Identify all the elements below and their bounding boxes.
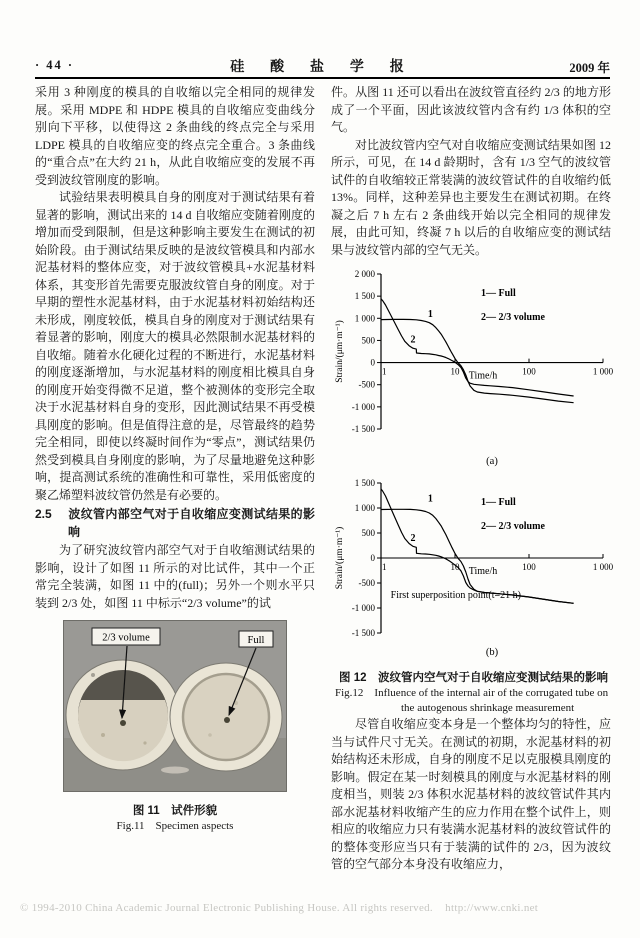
figure-12-caption-en-1: Fig.12 Influence of the internal air of the corrugated tube on — [335, 687, 609, 699]
svg-text:1— Full: 1— Full — [481, 496, 516, 508]
copyright-footer: © 1994-2010 China Academic Journal Electronic Publishing House. All rights reserved. http://www.cnki.net — [20, 902, 539, 914]
series-2-3-volume — [381, 489, 574, 603]
label-full-text: Full — [247, 635, 265, 646]
svg-text:1: 1 — [427, 493, 433, 504]
svg-text:0: 0 — [370, 552, 375, 563]
left-column — [35, 84, 315, 874]
label-two-thirds-text: 2/3 volume — [102, 632, 150, 644]
paragraph: 采用 3 种刚度的模具的自收缩以完全相同的规律发展。采用 MDPE 和 HDPE 模具的自收缩应变曲线分别向下平移，以使得这 2 条曲线的终点完全与采用 LDPE 模具的自收缩应变的终点完全重合。3 条曲线的“重合点”在大约 21 h，从此自收缩应变的发展不再受到波纹管刚度的影响。 — [35, 85, 315, 187]
label-two-thirds-volume — [92, 628, 160, 645]
issue-year: 2009 年 — [569, 61, 610, 75]
svg-text:2: 2 — [410, 334, 416, 346]
figure-11-caption — [35, 804, 315, 834]
paragraph: 试验结果表明模具自身的刚度对于测试结果有着显著的影响，测试出来的 14 d 自收缩应变随着刚度的增加而受到限制，但是这种影响主要发生在测试的初始阶段。由于测试结果反映的是波纹管模具和内部水泥基材料的整体应变，对于波纹管模具+水泥基材料体系，其变形首先需要克服波纹管自身的刚度。对于早期的塑性水泥基材料，由于水泥基材料初始结构还未形成，刚度较低，模具自身的刚度对于测试结果有着显著的影响，刚度大的模具必然限制水泥基材料的自收缩。随着水化硬化过程的不断进行，水泥基材料的刚度逐渐增加，与水泥基材料的刚度相比模具自身的刚度开始变得微不足道，整个被测体的变形完全取决于水泥基材料自身的变形，因此测试结果不再受模具刚度的影响。但是值得注意的是，尽管最终的趋势完全相同，即使以终凝时间作为“零点”，测试结果仍然受到模具自身刚度的影响，为了尽量地避免这种影响，提高测试系统的准确性和可靠性，采用低密度的聚乙烯塑料波纹管仍然是有必要的。 — [35, 190, 315, 502]
specimen-full — [170, 663, 282, 771]
svg-text:100: 100 — [522, 366, 536, 377]
svg-text:-500: -500 — [358, 379, 375, 390]
chart-b — [331, 475, 616, 666]
svg-text:-500: -500 — [358, 577, 375, 588]
svg-text:500: 500 — [361, 527, 375, 538]
specimen-photo-svg — [63, 620, 287, 792]
svg-text:First superposition point(t=21: First superposition point(t=21 h) — [390, 589, 522, 601]
figure-12-caption-en-2: the autogenous shrinkage measurement — [401, 702, 575, 714]
svg-text:-1 000: -1 000 — [351, 602, 375, 613]
specimen-photo — [63, 620, 287, 798]
two-column-body — [35, 84, 612, 874]
section-title: 波纹管内部空气对于自收缩应变测试结果的影响 — [68, 507, 315, 539]
journal-title: 硅 酸 盐 学 报 — [230, 58, 415, 74]
svg-text:1 000: 1 000 — [592, 366, 614, 377]
svg-text:1 000: 1 000 — [592, 561, 614, 572]
right-column — [331, 84, 614, 874]
svg-text:1: 1 — [382, 561, 387, 572]
section-heading-2-5 — [35, 506, 315, 541]
svg-text:0: 0 — [370, 357, 375, 368]
chart-a — [331, 264, 616, 475]
svg-text:1: 1 — [382, 366, 387, 377]
svg-text:1 000: 1 000 — [354, 502, 375, 513]
svg-text:Time/h: Time/h — [468, 565, 498, 577]
svg-text:2— 2/3 volume: 2— 2/3 volume — [481, 312, 545, 323]
figure-12-caption — [331, 671, 616, 716]
paragraph: 为了研究波纹管内部空气对于自收缩测试结果的影响，设计了如图 11 所示的对比试件，其中一个正常完全装满，如图 11 中的(full)；另外一个则水平只装到 2/3 处，如图 11 中标示“2/3 volume”的试 — [35, 543, 315, 610]
figure-12 — [331, 264, 616, 716]
svg-text:1 500: 1 500 — [354, 477, 375, 488]
series-Full — [381, 319, 574, 402]
svg-text:2— 2/3 volume: 2— 2/3 volume — [481, 520, 545, 532]
page-header — [35, 56, 610, 76]
svg-text:Time/h: Time/h — [468, 370, 498, 382]
svg-text:100: 100 — [522, 561, 536, 572]
svg-text:1: 1 — [427, 308, 433, 320]
svg-text:1 500: 1 500 — [354, 291, 375, 302]
svg-text:2 000: 2 000 — [354, 269, 375, 279]
label-full — [239, 631, 273, 647]
svg-text:(b): (b) — [485, 646, 499, 658]
page-number: · 44 · — [35, 58, 75, 72]
svg-text:Strain/(μm·m⁻¹): Strain/(μm·m⁻¹) — [335, 320, 345, 383]
paragraph: 件。从图 11 还可以看出在波纹管直径约 2/3 的地方形成了一个平面，因此该波纹管内含有约 1/3 体积的空气。 — [331, 85, 611, 134]
chart-svg-b — [331, 475, 616, 660]
svg-text:-1 000: -1 000 — [351, 401, 375, 412]
svg-text:(a): (a) — [486, 456, 498, 467]
svg-text:-1 500: -1 500 — [351, 424, 375, 434]
figure-11 — [35, 620, 315, 834]
center-hole-right — [224, 717, 230, 723]
section-number: 2.5 — [35, 507, 52, 521]
svg-text:10: 10 — [450, 366, 460, 377]
svg-text:Strain/(μm·m⁻¹): Strain/(μm·m⁻¹) — [335, 526, 345, 589]
svg-text:500: 500 — [361, 335, 375, 346]
figure-11-caption-en: Fig.11 Specimen aspects — [116, 819, 234, 832]
svg-text:-1 500: -1 500 — [351, 627, 375, 638]
svg-text:1— Full: 1— Full — [481, 288, 516, 299]
svg-text:1 000: 1 000 — [354, 313, 375, 324]
chart-svg-a — [331, 264, 616, 469]
figure-12-caption-zh: 图 12 波纹管内空气对于自收缩应变测试结果的影响 — [339, 672, 608, 684]
floor-debris — [161, 767, 189, 774]
svg-text:2: 2 — [410, 532, 416, 544]
specimen-two-thirds — [66, 660, 180, 770]
header-rule — [35, 77, 610, 79]
figure-11-caption-zh: 图 11 试件形貌 — [132, 804, 218, 817]
center-hole-left — [120, 720, 126, 726]
paragraph: 对比波纹管内空气对自收缩应变测试结果如图 12 所示，可见，在 14 d 龄期时，含有 1/3 空气的波纹管试件的自收缩较正常装满的波纹管试件的自收缩约低 13%。同样，这种差异也主要发生在测试初期。在终凝之后 7 h 左右 2 条曲线开始以完全相同的规律发展，由此可知，终凝 7 h 以后的自收缩应变的测试结果与波纹管内部的空气无关。 — [331, 137, 611, 257]
svg-text:10: 10 — [450, 561, 460, 572]
paragraph: 尽管自收缩应变本身是一个整体均匀的特性，应当与试件尺寸无关。在测试的初期，水泥基材料的初始结构还未形成，自身的刚度不足以克服模具刚度的影响。假定在某一时刻模具的刚度与水泥基材料的刚度相当，则装 2/3 体积水泥基材料的波纹管试件其内部水泥基材料收缩产生的应力作用在整个试件上，则相应的收缩应力只有装满水泥基材料的波纹管试件的的整体变形应当只有于装满的试件的 2/3，因为波纹管的空气部分本身没有收缩应力， — [331, 717, 611, 871]
